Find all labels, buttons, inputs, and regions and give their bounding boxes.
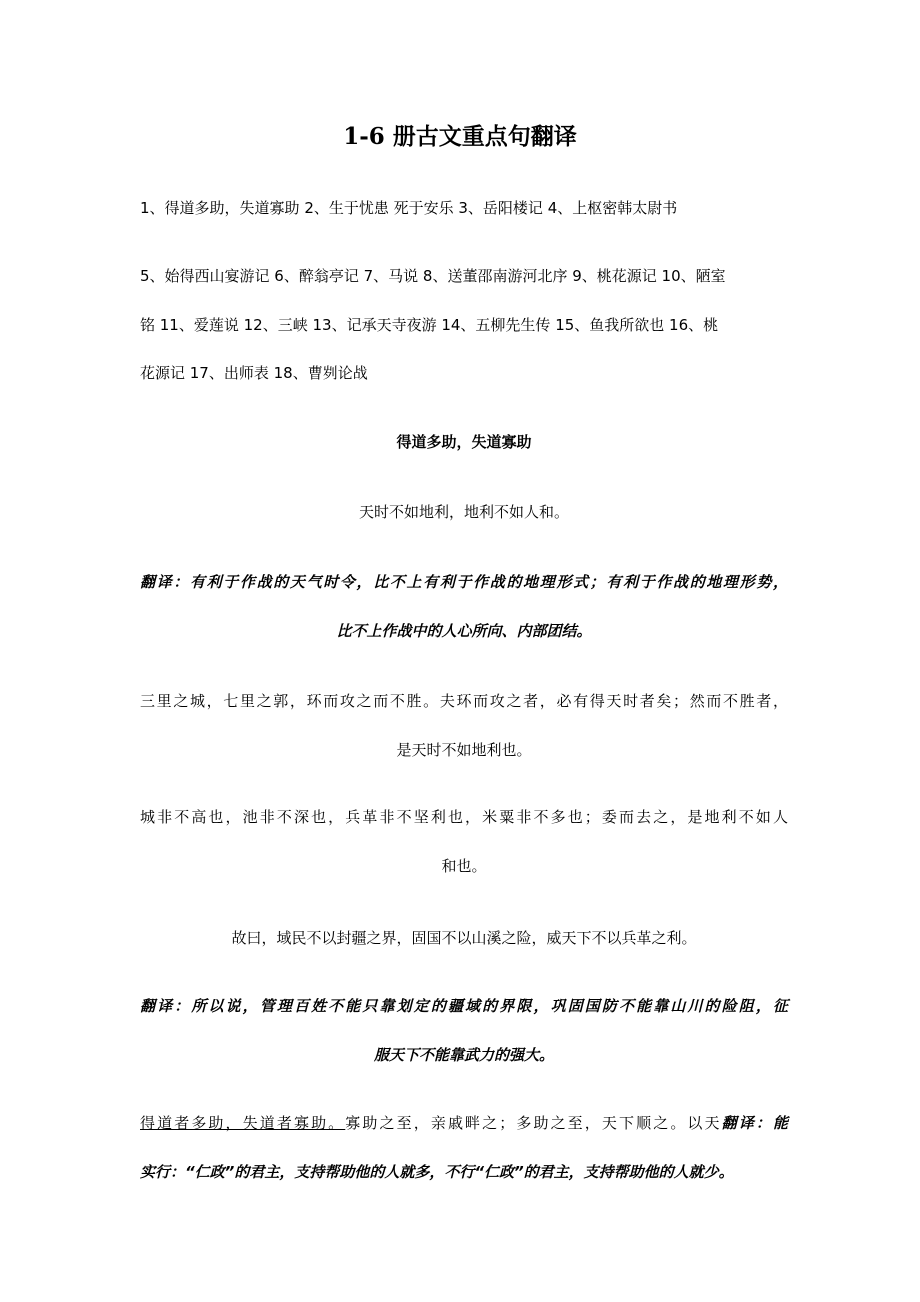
- document-title: 1-6 册古文重点句翻译: [343, 123, 577, 150]
- sentence-line: 城非不高也，池非不深也，兵革非不坚利也，米粟非不多也；委而去之，是地利不如人: [140, 808, 788, 826]
- toc-line: 1、得道多助，失道寡助 2、生于忧患 死于安乐 3、岳阳楼记 4、上枢密韩太尉书: [140, 199, 678, 217]
- translation-paragraph: [140, 558, 788, 656]
- translation-line: 比不上作战中的人心所向、内部团结。: [336, 622, 592, 640]
- underlined-sentence: 得道者多助，失道者寡助。: [140, 1114, 346, 1132]
- translation-start: 翻译：能: [721, 1114, 788, 1132]
- toc-line: 铭 11、爱莲说 12、三峡 13、记承天寺夜游 14、五柳先生传 15、鱼我所欲也 16、桃: [140, 316, 719, 334]
- section-heading: 得道多助，失道寡助: [396, 433, 532, 451]
- paragraph-line: [140, 1099, 788, 1148]
- toc-line: 5、始得西山宴游记 6、醉翁亭记 7、马说 8、送董邵南游河北序 9、桃花源记 10、陋室: [140, 267, 726, 285]
- sentence-heaven-time: 天时不如地利，地利不如人和。: [358, 503, 569, 521]
- translation-line: 实行：“仁政”的君主，支持帮助他的人就多，不行“仁政”的君主，支持帮助他的人就少。: [140, 1163, 734, 1181]
- translation-line: 翻译：所以说，管理百姓不能只靠划定的疆域的界限，巩固国防不能靠山川的险阻，征: [140, 997, 788, 1015]
- toc-line: 花源记 17、出师表 18、曹刿论战: [140, 364, 368, 382]
- translation-line: 翻译：有利于作战的天气时令，比不上有利于作战的地理形式；有利于作战的地理形势，: [140, 573, 788, 591]
- translation-paragraph: [140, 982, 788, 1080]
- plain-sentence: 寡助之至，亲戚畔之；多助之至，天下顺之。以天: [345, 1114, 722, 1132]
- sentence-therefore: 故曰，域民不以封疆之界，固国不以山溪之险，威天下不以兵革之利。: [231, 929, 697, 947]
- sentence-city-walls: [140, 793, 788, 891]
- last-paragraph: [140, 1099, 788, 1197]
- sentence-three-li-city: [140, 677, 788, 775]
- sentence-line: 和也。: [441, 857, 487, 875]
- translation-line: 服天下不能靠武力的强大。: [373, 1046, 554, 1064]
- sentence-line: 是天时不如地利也。: [396, 741, 532, 759]
- sentence-line: 三里之城，七里之郭，环而攻之而不胜。夫环而攻之者，必有得天时者矣；然而不胜者，: [140, 692, 788, 710]
